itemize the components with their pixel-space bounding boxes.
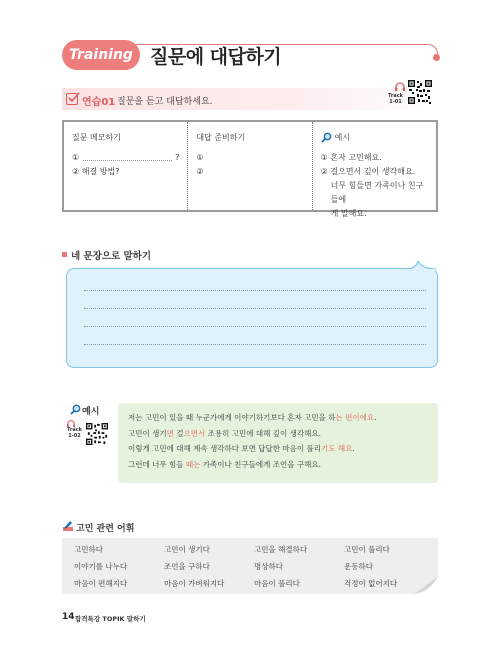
example-text: 이렇게 고민에 대해 계속 생각하다 보면 답답한 마음이 풀리 (128, 444, 321, 453)
track-word: Track (388, 93, 403, 99)
vocab-grid (74, 542, 434, 591)
memo-heading: 질문 메모하기 (72, 133, 121, 142)
example-text: . (374, 413, 377, 422)
example-text: . (352, 444, 355, 453)
vocab-item: 명상하다 (254, 562, 283, 571)
page-number: 14 (62, 612, 75, 622)
memo-line-1-num: ① (72, 153, 80, 162)
example-track-word: Track (67, 427, 82, 433)
qr-code-icon[interactable] (408, 80, 432, 104)
vocab-item: 마음이 풀리다 (254, 579, 300, 588)
example-line-3: 너무 힘들면 가족이나 친구들에 (330, 181, 424, 204)
example-text: 고민이 생기 (128, 428, 167, 438)
magnifier-icon (70, 404, 81, 415)
example-sentence-1 (128, 410, 428, 426)
memo-line-1[interactable] (72, 151, 179, 165)
example-sentence-3 (128, 441, 428, 457)
answer-line-4[interactable] (84, 344, 426, 345)
example-column (313, 122, 436, 218)
vocab-item: 고민하다 (74, 545, 103, 554)
example-sentence-4 (128, 457, 428, 473)
memo-column (64, 122, 188, 210)
magnifier-icon (321, 132, 332, 143)
prepare-line-1: ① (196, 153, 204, 162)
example-line-1: ① 혼자 고민해요. (320, 153, 382, 162)
training-badge: Training (62, 40, 140, 70)
vocab-item: 조언을 구하다 (164, 562, 210, 571)
example-answer-box (118, 403, 438, 483)
memo-line-1-blank[interactable] (83, 160, 172, 161)
speech-bubble-tail (406, 261, 438, 271)
answer-line-2[interactable] (84, 308, 426, 309)
vocab-item: 고민이 풀리다 (344, 545, 390, 554)
speech-bubble-box[interactable] (66, 268, 438, 368)
track-label (388, 93, 403, 105)
example-track-label (67, 427, 82, 439)
answer-line-3[interactable] (84, 326, 426, 327)
example-text: 걸 (173, 428, 184, 438)
practice-instruction: 질문을 듣고 대답하세요. (117, 97, 213, 107)
answer-line-1[interactable] (84, 290, 426, 291)
vocab-item: 고민을 해결하다 (254, 545, 308, 554)
example-text: 가족이나 친구들에게 조언을 구해요. (200, 459, 321, 469)
example-highlight: 때는 (185, 459, 201, 469)
practice-number: 연습01 (82, 97, 116, 108)
memo-line-1-end: ? (175, 153, 180, 162)
example-heading-label: 예시 (334, 133, 351, 142)
example-text: 조용히 고민에 대해 깊이 생각해요. (205, 428, 321, 438)
example-title: 예시 (82, 407, 100, 417)
vocab-item: 마음이 편해지다 (74, 579, 128, 588)
speak-section-title: 네 문장으로 말하기 (71, 251, 152, 262)
example-sentence-2 (128, 426, 428, 442)
vocab-item: 운동하다 (344, 562, 373, 571)
pencil-icon (62, 520, 74, 532)
example-line-4: 게 말해요. (330, 209, 367, 218)
example-heading (321, 132, 428, 143)
memo-line-2: ② 해결 방법? (72, 167, 120, 176)
checkbox-icon (66, 93, 78, 105)
vocab-item: 걱정이 없어지다 (344, 579, 398, 588)
header-decoration-dot (433, 54, 440, 61)
prepare-column (188, 122, 312, 210)
example-highlight: 기도 해요 (320, 444, 353, 453)
section-bullet (62, 252, 67, 257)
book-title: 합격특강 TOPIK 말하기 (75, 615, 146, 623)
prepare-heading: 대답 준비하기 (196, 133, 246, 142)
track-number: 1-01 (389, 99, 402, 105)
example-text: 저는 고민이 있을 때 누군가에게 이야기하기보다 혼자 고민을 하 (128, 413, 336, 422)
example-line-2: ② 걸으면서 깊이 생각해요. (320, 167, 416, 176)
vocab-title: 고민 관련 어휘 (76, 524, 135, 534)
prepare-line-2: ② (196, 167, 204, 176)
example-highlight: 으면서 (183, 428, 206, 438)
page-title: 질문에 대답하기 (150, 46, 282, 68)
example-text: 그런데 너무 힘들 (128, 459, 186, 469)
vocab-item: 마음이 가벼워지다 (164, 579, 225, 588)
example-track-number: 1-02 (68, 433, 81, 439)
example-highlight: 는 편이에요 (335, 413, 375, 422)
vocab-item: 이야기를 나누다 (74, 562, 128, 571)
vocab-item: 고민이 생기다 (164, 545, 210, 554)
qr-code-icon[interactable] (86, 423, 108, 445)
practice-table (62, 120, 438, 218)
headphone-icon (394, 81, 406, 92)
example-highlight: 면 (166, 428, 174, 438)
